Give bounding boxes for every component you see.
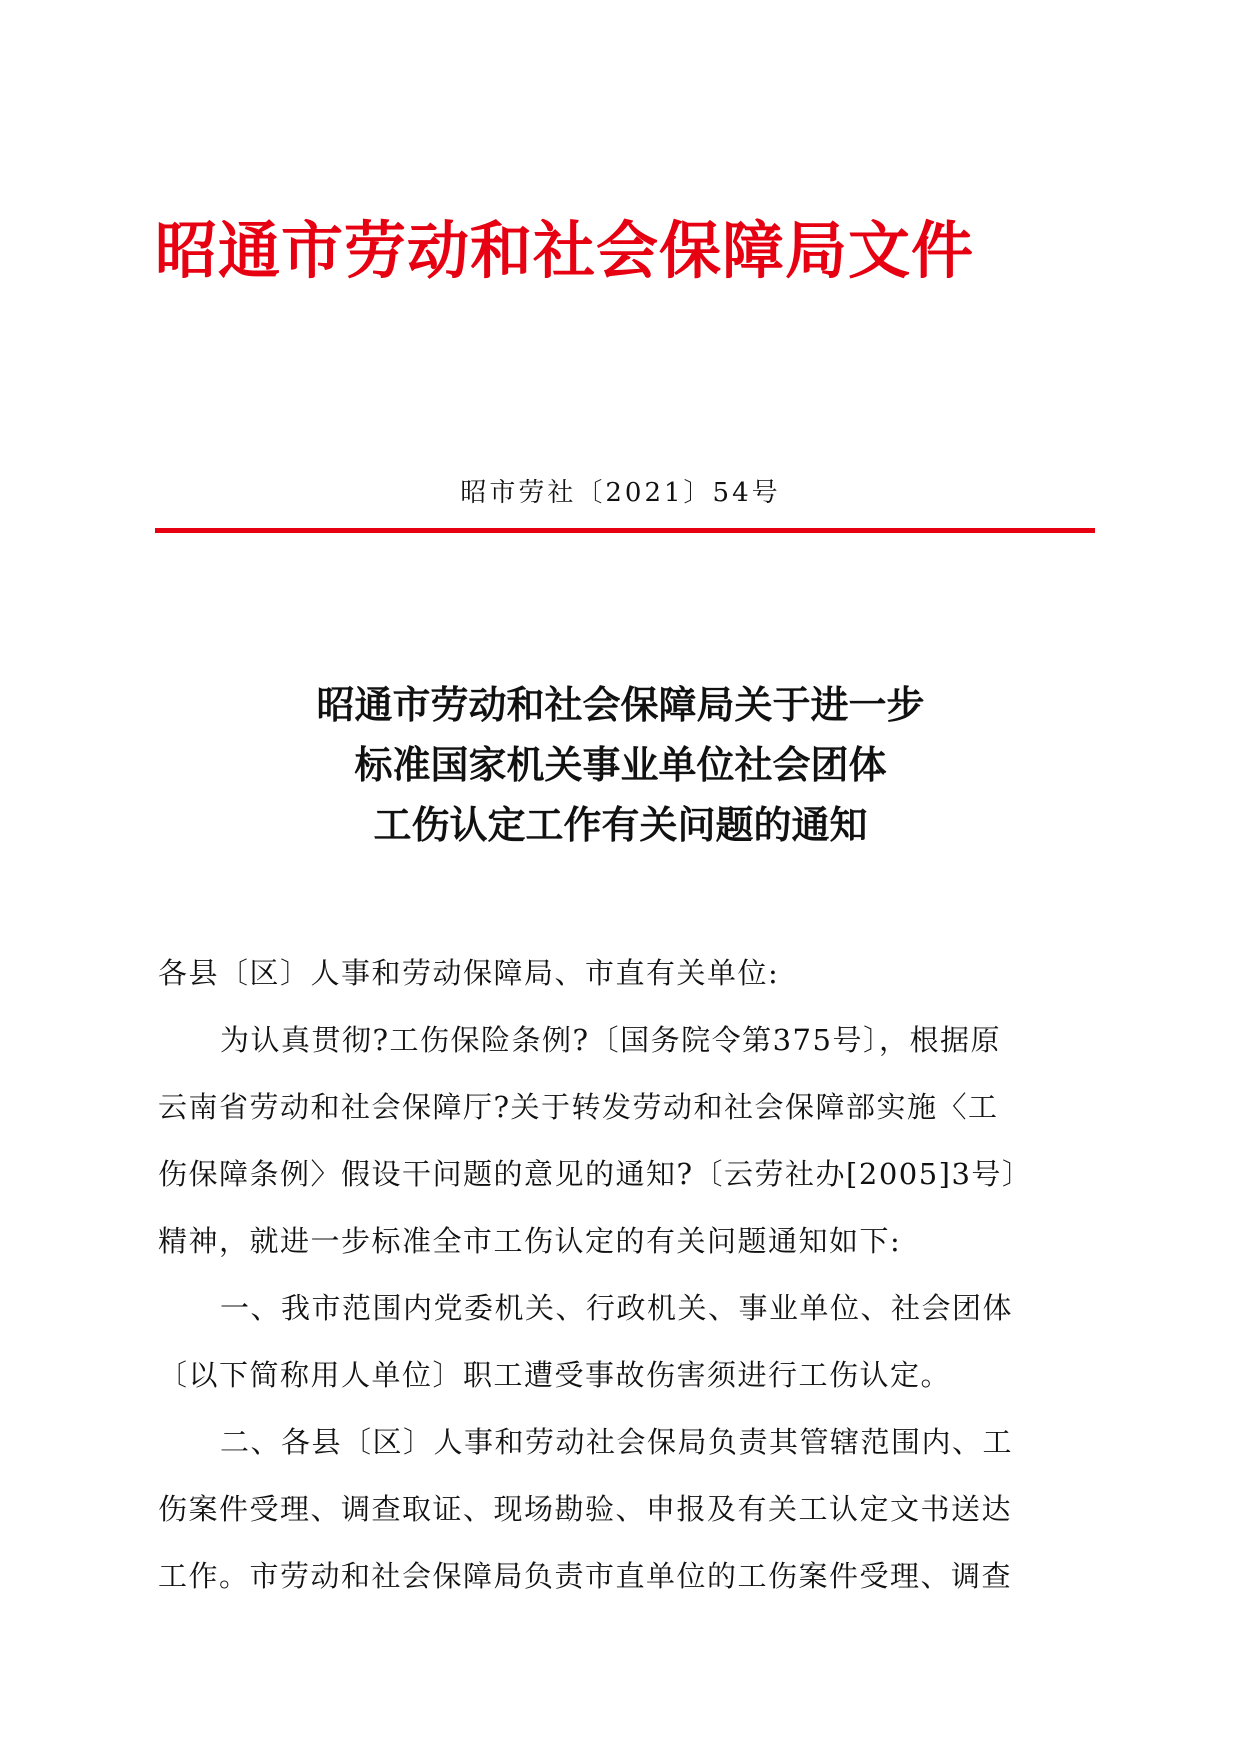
- body-line: 工作。市劳动和社会保障局负责市直单位的工伤案件受理、调查: [158, 1559, 1013, 1593]
- organization-header-title: 昭通市劳动和社会保障局文件: [155, 214, 975, 287]
- body-line: 为认真贯彻?工伤保险条例?〔国务院令第375号〕，根据原: [220, 1023, 1001, 1057]
- salutation-line: 各县〔区〕人事和劳动保障局、市直有关单位:: [158, 956, 780, 990]
- body-line: 〔以下简称用人单位〕职工遭受事故伤害须进行工伤认定。: [158, 1358, 952, 1392]
- notice-title-line-3: 工伤认定工作有关问题的通知: [373, 803, 868, 847]
- notice-body: [158, 940, 1088, 1610]
- body-line: 一、我市范围内党委机关、行政机关、事业单位、社会团体: [220, 1291, 1014, 1325]
- body-line: 伤保障条例〉假设干问题的意见的通知?〔云劳社办[2005]3号〕: [158, 1157, 1033, 1191]
- body-line: 精神，就进一步标准全市工伤认定的有关问题通知如下:: [158, 1224, 902, 1258]
- body-line: 云南省劳动和社会保障厅?关于转发劳动和社会保障部实施〈工: [158, 1090, 999, 1124]
- notice-title-line-2: 标准国家机关事业单位社会团体: [354, 743, 887, 787]
- red-divider-rule: [155, 528, 1095, 533]
- notice-title-line-1: 昭通市劳动和社会保障局关于进一步: [316, 683, 925, 727]
- notice-title: [0, 675, 1241, 855]
- document-number: 昭市劳社〔2021〕54号: [460, 478, 781, 508]
- body-line: 伤案件受理、调查取证、现场勘验、申报及有关工认定文书送达: [158, 1492, 1013, 1526]
- body-line: 二、各县〔区〕人事和劳动社会保局负责其管辖范围内、工: [220, 1425, 1014, 1459]
